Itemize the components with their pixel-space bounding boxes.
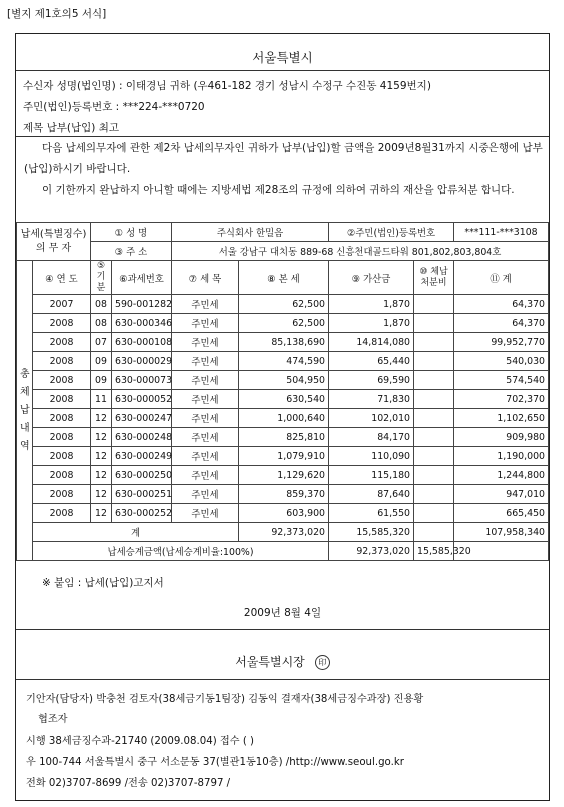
table-cell: 1,079,910 — [239, 447, 329, 466]
footer-address: 우 100-744 서울특별시 중구 서소문동 37(별관1동10층) /http://www.seoul.go.kr — [26, 757, 404, 768]
table-cell: 주민세 — [172, 447, 239, 466]
column-header: ⑤ 기분 — [91, 261, 112, 295]
table-cell: 주민세 — [172, 504, 239, 523]
signature-name: 서울특별시장 — [235, 655, 305, 669]
liability-cell: 15,585,320 — [414, 542, 454, 561]
signature-block — [16, 653, 549, 670]
table-cell: 909,980 — [454, 428, 549, 447]
liability-row — [17, 542, 549, 561]
table-row — [17, 485, 549, 504]
table-cell: 630-000247 — [112, 409, 172, 428]
regno-value: ***111-***3108 — [454, 223, 549, 242]
recipient-id-line — [23, 99, 205, 114]
table-cell: 630-000029 — [112, 352, 172, 371]
detail-header-row — [17, 261, 549, 295]
table-cell: 474,590 — [239, 352, 329, 371]
table-cell: 2008 — [33, 428, 91, 447]
table-cell: 1,870 — [329, 295, 414, 314]
table-row — [17, 314, 549, 333]
name-label: ① 성 명 — [91, 223, 172, 242]
table-cell: 603,900 — [239, 504, 329, 523]
org-title: 서울특별시 — [252, 50, 313, 65]
table-row — [17, 428, 549, 447]
taxpayer-section-label: 납세(특별징수) 의 무 자 — [17, 223, 91, 261]
official-seal-icon: 印 — [315, 655, 330, 670]
total-cell: 107,958,340 — [454, 523, 549, 542]
table-cell: 630-000073 — [112, 371, 172, 390]
recipient-line — [23, 78, 431, 93]
table-row — [17, 295, 549, 314]
body-text — [24, 138, 544, 201]
table-cell: 주민세 — [172, 409, 239, 428]
table-cell — [414, 371, 454, 390]
footer-enforcement: 시행 38세금징수과-21740 (2009.08.04) 접수 ( ) — [26, 736, 255, 747]
table-cell: 87,640 — [329, 485, 414, 504]
recipient-id-label: 주민(법인)등록번호 : — [23, 101, 123, 113]
table-cell: 주민세 — [172, 314, 239, 333]
table-cell: 630-000248 — [112, 428, 172, 447]
table-cell: 859,370 — [239, 485, 329, 504]
table-cell: 2008 — [33, 352, 91, 371]
table-cell: 64,370 — [454, 314, 549, 333]
table-row — [17, 390, 549, 409]
table-row — [17, 352, 549, 371]
table-cell: 630-000250 — [112, 466, 172, 485]
table-cell — [414, 504, 454, 523]
table-cell: 110,090 — [329, 447, 414, 466]
table-cell: 주민세 — [172, 333, 239, 352]
table-cell: 12 — [91, 447, 112, 466]
table-cell: 85,138,690 — [239, 333, 329, 352]
table-cell: 08 — [91, 314, 112, 333]
address-value: 서울 강남구 대치동 889-68 신흥천대골드타워 801,802,803,804호 — [172, 242, 549, 261]
table-cell: 2008 — [33, 504, 91, 523]
table-cell: 540,030 — [454, 352, 549, 371]
table-cell: 65,440 — [329, 352, 414, 371]
arrears-table — [16, 222, 549, 561]
total-cell — [414, 523, 454, 542]
table-cell: 69,590 — [329, 371, 414, 390]
table-cell: 12 — [91, 466, 112, 485]
table-cell: 12 — [91, 504, 112, 523]
column-header: ⑦ 세 목 — [172, 261, 239, 295]
recipient-address: (우461-182 경기 성남시 수정구 수진동 4159번지) — [193, 80, 431, 92]
table-cell: 1,244,800 — [454, 466, 549, 485]
total-cell: 92,373,020 — [239, 523, 329, 542]
table-cell: 2008 — [33, 466, 91, 485]
table-cell: 주민세 — [172, 295, 239, 314]
table-cell: 630-000251 — [112, 485, 172, 504]
table-cell: 2008 — [33, 333, 91, 352]
table-cell: 947,010 — [454, 485, 549, 504]
column-header: ⑪ 계 — [454, 261, 549, 295]
table-cell: 2008 — [33, 371, 91, 390]
column-header: ⑩ 체납 처분비 — [414, 261, 454, 295]
footer-drafter: 기안자(담당자) 박충천 검토자(38세금기동1팀장) 김동익 결재자(38세금징수과장) 진용황 — [26, 694, 424, 705]
table-cell: 주민세 — [172, 428, 239, 447]
table-cell: 1,190,000 — [454, 447, 549, 466]
recipient-id-value: ***224-***0720 — [122, 101, 205, 113]
document-frame — [15, 33, 550, 801]
table-cell: 71,830 — [329, 390, 414, 409]
table-cell: 주민세 — [172, 371, 239, 390]
issue-date: 2009년 8월 4일 — [243, 607, 322, 619]
divider — [16, 70, 549, 71]
table-row — [17, 466, 549, 485]
table-cell: 61,550 — [329, 504, 414, 523]
liability-cell: 92,373,020 — [329, 542, 414, 561]
detail-side-label: 총 체 납 내 역 — [17, 261, 33, 561]
table-cell: 11 — [91, 390, 112, 409]
table-cell: 1,129,620 — [239, 466, 329, 485]
regno-label: ②주민(법인)등록번호 — [329, 223, 454, 242]
table-cell: 630,540 — [239, 390, 329, 409]
table-cell: 62,500 — [239, 314, 329, 333]
table-cell: 12 — [91, 428, 112, 447]
table-cell — [414, 314, 454, 333]
table-cell — [414, 466, 454, 485]
table-cell: 62,500 — [239, 295, 329, 314]
table-cell: 주민세 — [172, 352, 239, 371]
divider — [16, 136, 549, 137]
table-row — [17, 371, 549, 390]
divider — [16, 629, 549, 630]
table-cell: 12 — [91, 485, 112, 504]
table-cell — [414, 428, 454, 447]
recipient-label: 수신자 성명(법인명) : — [23, 80, 126, 92]
divider — [16, 679, 549, 680]
column-header: ⑥과세번호 — [112, 261, 172, 295]
total-cell: 15,585,320 — [329, 523, 414, 542]
table-row — [17, 333, 549, 352]
table-cell: 2007 — [33, 295, 91, 314]
table-cell — [414, 447, 454, 466]
table-cell: 주민세 — [172, 466, 239, 485]
body-paragraph-1: 다음 납세의무자에 관한 제2차 납세의무자인 귀하가 납부(납입)할 금액을 2009년8월31까지 시중은행에 납부(납입)하시기 바랍니다. — [24, 142, 543, 175]
table-cell: 115,180 — [329, 466, 414, 485]
total-row — [17, 523, 549, 542]
taxpayer-address-row — [17, 242, 549, 261]
table-cell: 1,102,650 — [454, 409, 549, 428]
table-cell: 주민세 — [172, 390, 239, 409]
table-row — [17, 447, 549, 466]
table-cell: 08 — [91, 295, 112, 314]
taxpayer-name-row — [17, 223, 549, 242]
table-row — [17, 504, 549, 523]
table-cell: 1,000,640 — [239, 409, 329, 428]
address-label: ③ 주 소 — [91, 242, 172, 261]
column-header: ④ 연 도 — [33, 261, 91, 295]
table-cell: 630-000249 — [112, 447, 172, 466]
table-cell — [414, 409, 454, 428]
table-cell: 주민세 — [172, 485, 239, 504]
liability-label: 납세승계금액(납세승계비율:100%) — [33, 542, 329, 561]
attachment-note: ※ 붙임 : 납세(납입)고지서 — [42, 577, 164, 589]
table-cell: 14,814,080 — [329, 333, 414, 352]
table-cell: 09 — [91, 371, 112, 390]
recipient-name: 이태경님 귀하 — [125, 80, 191, 92]
table-cell: 665,450 — [454, 504, 549, 523]
footer-cooperator: 협조자 — [38, 714, 68, 725]
table-cell: 825,810 — [239, 428, 329, 447]
table-cell: 702,370 — [454, 390, 549, 409]
table-cell: 504,950 — [239, 371, 329, 390]
table-cell — [414, 333, 454, 352]
name-value: 주식회사 한밀음 — [172, 223, 329, 242]
form-label: [별지 제1호의5 서식] — [7, 8, 107, 20]
table-cell: 590-001282 — [112, 295, 172, 314]
column-header: ⑧ 본 세 — [239, 261, 329, 295]
table-cell: 99,952,770 — [454, 333, 549, 352]
column-header: ⑨ 가산금 — [329, 261, 414, 295]
table-cell: 102,010 — [329, 409, 414, 428]
table-cell: 84,170 — [329, 428, 414, 447]
table-cell: 2008 — [33, 409, 91, 428]
total-label: 계 — [33, 523, 239, 542]
table-cell: 12 — [91, 409, 112, 428]
table-cell — [414, 390, 454, 409]
body-paragraph-2: 이 기한까지 완납하지 아니할 때에는 지방세법 제28조의 규정에 의하여 귀하의 재산을 압류처분 합니다. — [42, 184, 515, 196]
table-cell — [414, 485, 454, 504]
table-row — [17, 409, 549, 428]
table-cell: 2008 — [33, 447, 91, 466]
table-cell — [414, 295, 454, 314]
table-cell — [414, 352, 454, 371]
footer-contact: 전화 02)3707-8699 /전송 02)3707-8797 / — [26, 778, 231, 789]
table-cell: 64,370 — [454, 295, 549, 314]
table-cell: 07 — [91, 333, 112, 352]
table-cell: 2008 — [33, 314, 91, 333]
table-cell: 2008 — [33, 390, 91, 409]
table-cell: 574,540 — [454, 371, 549, 390]
table-cell: 630-000108 — [112, 333, 172, 352]
table-cell: 2008 — [33, 485, 91, 504]
table-cell: 09 — [91, 352, 112, 371]
table-cell: 630-000346 — [112, 314, 172, 333]
table-cell: 1,870 — [329, 314, 414, 333]
table-cell: 630-000252 — [112, 504, 172, 523]
table-cell: 630-000052 — [112, 390, 172, 409]
subject-line: 제목 납부(납입) 최고 — [23, 122, 120, 134]
